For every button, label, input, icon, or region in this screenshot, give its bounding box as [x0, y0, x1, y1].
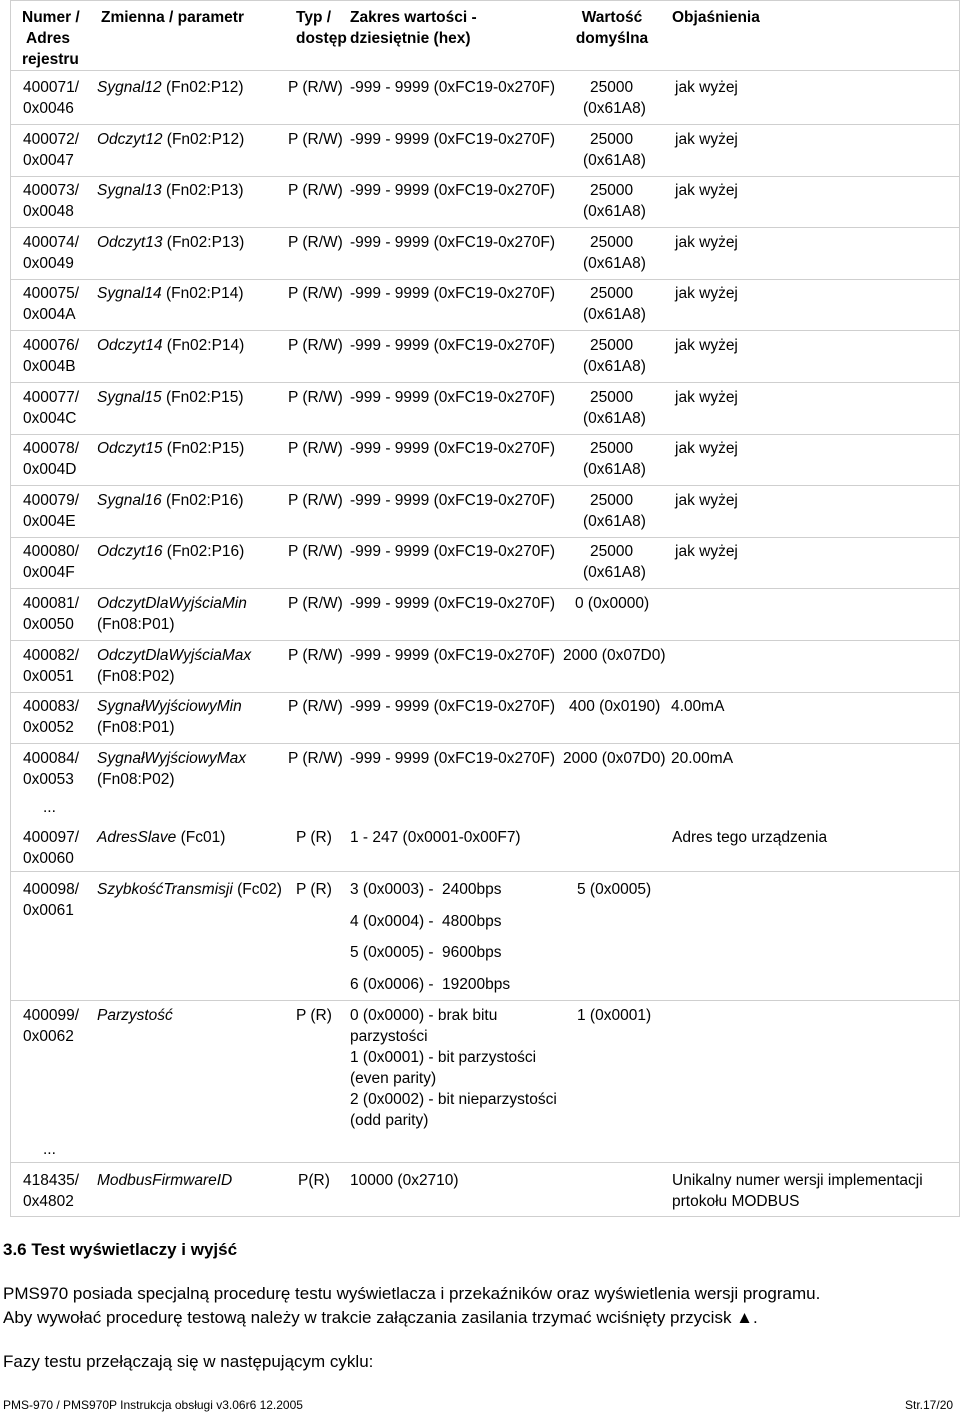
value-range: -999 - 9999 (0xFC19-0x270F)	[350, 233, 556, 251]
section-paragraph-3: Fazy testu przełączają się w następującym cyklu:	[3, 1352, 374, 1371]
access-type: P (R/W)	[288, 440, 343, 458]
row-divider	[10, 588, 960, 589]
table-border-top	[10, 0, 960, 1]
parameter-name	[97, 748, 246, 769]
parity-option-code: (odd parity)	[350, 1112, 429, 1129]
baud-option-code: 5 (0x0005) -	[350, 944, 434, 961]
parameter-code: (Fn02:P12)	[162, 130, 245, 148]
parameter-name	[97, 232, 244, 253]
value-range: -999 - 9999 (0xFC19-0x270F)	[350, 491, 556, 509]
register-number: 400071/	[23, 79, 80, 96]
header-type: Typ /	[296, 9, 332, 26]
register-number: 400099/	[23, 1007, 80, 1024]
parameter-code: (Fn02:P15)	[161, 388, 244, 406]
baud-option-rate: 9600bps	[442, 944, 502, 961]
register-number: 400077/	[23, 388, 80, 406]
register-number: 400078/	[23, 440, 80, 458]
parameter-variable: Odczyt13	[97, 233, 163, 251]
parameter-code: (Fn02:P15)	[162, 440, 245, 458]
notes: jak wyżej	[675, 233, 738, 251]
default-value: 25000	[590, 388, 634, 406]
register-address: 0x0049	[23, 254, 74, 272]
register-address: 0x004A	[23, 306, 76, 324]
baud-option-code: 3 (0x0003) -	[350, 881, 434, 898]
register-address: 0x0062	[23, 1028, 74, 1045]
parameter-code: (Fn08:P01)	[97, 719, 175, 737]
parameter-variable: SygnałWyjściowyMax	[97, 749, 247, 767]
parameter-code: (Fc02)	[232, 881, 282, 898]
notes: jak wyżej	[675, 182, 738, 200]
notes: jak wyżej	[675, 130, 738, 148]
default-value: 25000	[590, 543, 634, 561]
parity-option-code: (even parity)	[350, 1070, 437, 1087]
parameter-code: (Fc01)	[176, 829, 226, 846]
parameter-code: (Fn02:P13)	[161, 182, 244, 200]
default-value: 25000	[590, 337, 634, 354]
register-number: 400082/	[23, 646, 80, 664]
notes: jak wyżej	[675, 440, 738, 458]
value-range: 1 - 247 (0x0001-0x00F7)	[350, 829, 521, 846]
access-type: P (R)	[296, 829, 332, 846]
access-type: P (R/W)	[288, 595, 343, 612]
parameter-name	[97, 180, 244, 201]
default-value-hex: (0x61A8)	[583, 461, 646, 479]
footer-left: PMS-970 / PMS970P Instrukcja obsługi v3.06r6 12.2005	[3, 1398, 303, 1412]
notes: jak wyżej	[675, 79, 738, 96]
value-range: -999 - 9999 (0xFC19-0x270F)	[350, 440, 556, 458]
register-number: 400075/	[23, 285, 80, 303]
notes: prtokołu MODBUS	[672, 1193, 800, 1210]
parameter-variable: Sygnal14	[97, 285, 162, 303]
default-value: 25000	[590, 233, 634, 251]
register-address: 0x0051	[23, 667, 74, 685]
register-address: 0x0046	[23, 100, 74, 117]
notes: jak wyżej	[675, 337, 738, 354]
register-address: 0x004E	[23, 512, 76, 530]
parameter-name	[97, 593, 247, 614]
baud-option-rate: 4800bps	[442, 912, 502, 930]
access-type: P (R)	[296, 1007, 332, 1024]
section-title: 3.6 Test wyświetlaczy i wyjść	[3, 1240, 238, 1259]
notes: 4.00mA	[671, 698, 725, 716]
parity-option-desc: - bit parzystości	[424, 1049, 537, 1066]
parity-option-code: parzystości	[350, 1028, 428, 1045]
value-range: 10000 (0x2710)	[350, 1172, 459, 1189]
parameter-code: (Fn08:P01)	[97, 616, 175, 633]
header-default: domyślna	[575, 30, 649, 47]
register-address: 0x0047	[23, 151, 74, 169]
ellipsis: ...	[43, 799, 56, 816]
default-value: 25000	[590, 182, 634, 200]
row-divider	[10, 124, 960, 125]
parameter-variable: Sygnal12	[97, 79, 162, 96]
header-range: dziesiętnie (hex)	[350, 30, 471, 47]
header-notes: Objaśnienia	[672, 9, 760, 26]
parameter-code: (Fn08:P02)	[97, 770, 175, 788]
register-number: 400076/	[23, 337, 80, 354]
parameter-variable: SzybkośćTransmisji	[97, 881, 233, 898]
access-type: P (R/W)	[288, 182, 343, 200]
value-range: -999 - 9999 (0xFC19-0x270F)	[350, 130, 556, 148]
parameter-variable: OdczytDlaWyjściaMax	[97, 646, 252, 664]
register-address: 0x004C	[23, 409, 77, 427]
row-divider	[10, 176, 960, 177]
register-number: 400098/	[23, 881, 80, 898]
footer-page-number: Str.17/20	[905, 1398, 954, 1412]
register-address: 0x004D	[23, 461, 77, 479]
parity-option-code: 0 (0x0000)	[350, 1007, 425, 1024]
parameter-code: (Fn08:P02)	[97, 667, 175, 685]
row-divider	[10, 70, 960, 71]
default-value: 25000	[590, 440, 634, 458]
parameter-variable: Sygnal16	[97, 491, 162, 509]
baud-option-code: 4 (0x0004) -	[350, 912, 434, 930]
register-address: 0x0050	[23, 616, 74, 633]
notes: Unikalny numer wersji implementacji	[672, 1172, 923, 1189]
parameter-code: (Fn02:P14)	[161, 285, 244, 303]
parameter-name	[97, 696, 242, 717]
header-parameter: Zmienna / parametr	[101, 9, 244, 26]
parameter-variable: Odczyt16	[97, 543, 163, 561]
register-address: 0x0053	[23, 770, 74, 788]
default-value: 5 (0x0005)	[577, 881, 652, 898]
parity-option	[350, 1026, 428, 1047]
default-value-hex: (0x61A8)	[583, 203, 646, 221]
value-range: -999 - 9999 (0xFC19-0x270F)	[350, 79, 556, 96]
parity-option-code: 2 (0x0002)	[350, 1091, 425, 1108]
parity-option	[350, 1068, 436, 1089]
register-number: 400072/	[23, 130, 80, 148]
table-border-left	[10, 0, 11, 1217]
parameter-code: (Fn02:P14)	[162, 337, 245, 354]
access-type: P (R/W)	[288, 337, 343, 354]
parameter-name	[97, 645, 251, 666]
value-range: -999 - 9999 (0xFC19-0x270F)	[350, 337, 556, 354]
row-divider	[10, 485, 960, 486]
parameter-name	[97, 490, 244, 511]
default-value-hex: (0x61A8)	[583, 358, 646, 375]
access-type: P (R/W)	[288, 491, 343, 509]
row-divider	[10, 640, 960, 641]
baud-option-rate: 2400bps	[442, 881, 502, 898]
row-divider	[10, 279, 960, 280]
default-value-hex: (0x61A8)	[583, 512, 646, 530]
access-type: P (R/W)	[288, 749, 343, 767]
default-value-hex: (0x61A8)	[583, 100, 646, 117]
default-value: 1 (0x0001)	[577, 1007, 652, 1024]
default-value: 400 (0x0190)	[569, 698, 661, 716]
parity-option	[350, 1089, 557, 1110]
default-value: 25000	[590, 79, 634, 96]
register-address: 0x4802	[23, 1193, 74, 1210]
parameter-code: (Fn02:P13)	[162, 233, 245, 251]
access-type: P (R/W)	[288, 543, 343, 561]
default-value: 25000	[590, 491, 634, 509]
parameter-name	[97, 879, 282, 900]
parameter-variable: Odczyt14	[97, 337, 163, 354]
row-divider	[10, 330, 960, 331]
register-number: 400081/	[23, 595, 80, 612]
parity-option-desc: - bit nieparzystości	[424, 1091, 557, 1108]
default-value: 2000 (0x07D0)	[563, 646, 666, 664]
section-paragraph-1: PMS970 posiada specjalną procedurę testu wyświetlacza i przekaźników oraz wyświetlenia wersji programu.	[3, 1284, 821, 1303]
parameter-variable: Odczyt15	[97, 440, 163, 458]
parameter-variable: Odczyt12	[97, 130, 163, 148]
row-divider	[10, 871, 960, 872]
parity-option-code: 1 (0x0001)	[350, 1049, 425, 1066]
access-type: P (R/W)	[288, 698, 343, 716]
register-address: 0x0060	[23, 850, 74, 867]
default-value-hex: (0x61A8)	[583, 409, 646, 427]
row-divider	[10, 227, 960, 228]
notes: Adres tego urządzenia	[672, 829, 828, 846]
value-range: -999 - 9999 (0xFC19-0x270F)	[350, 595, 556, 612]
parameter-code: (Fn02:P16)	[162, 543, 245, 561]
value-range: -999 - 9999 (0xFC19-0x270F)	[350, 285, 556, 303]
access-type: P (R/W)	[288, 233, 343, 251]
register-number: 400074/	[23, 233, 80, 251]
row-divider	[10, 1000, 960, 1001]
parameter-name	[97, 129, 244, 150]
value-range: -999 - 9999 (0xFC19-0x270F)	[350, 388, 556, 406]
access-type: P (R/W)	[288, 79, 343, 96]
register-number: 418435/	[23, 1172, 80, 1189]
parameter-name	[97, 387, 244, 408]
register-number: 400084/	[23, 749, 80, 767]
register-address: 0x0061	[23, 902, 74, 919]
parameter-name	[97, 335, 244, 356]
parity-option	[350, 1110, 428, 1131]
register-address: 0x004F	[23, 564, 75, 582]
baud-option-code: 6 (0x0006) -	[350, 975, 434, 993]
section-paragraph-2: Aby wywołać procedurę testową należy w trakcie załączania zasilania trzymać wciśnięty przycisk ▲.	[3, 1308, 758, 1327]
row-divider	[10, 537, 960, 538]
parameter-variable: Sygnal13	[97, 182, 162, 200]
access-type: P (R)	[296, 881, 332, 898]
header-default: Wartość	[581, 9, 643, 26]
parity-option	[350, 1047, 536, 1068]
row-divider	[10, 434, 960, 435]
parameter-code: (Fn02:P16)	[161, 491, 244, 509]
parameter-name: ModbusFirmwareID	[97, 1172, 233, 1189]
default-value: 25000	[590, 130, 634, 148]
header-range: Zakres wartości -	[350, 9, 477, 26]
row-divider	[10, 743, 960, 744]
default-value: 0 (0x0000)	[575, 595, 650, 612]
default-value: 25000	[590, 285, 634, 303]
notes: jak wyżej	[675, 388, 738, 406]
parameter-name	[97, 283, 244, 304]
parameter-name	[97, 827, 225, 848]
row-divider	[10, 1162, 960, 1163]
row-divider	[10, 382, 960, 383]
ellipsis: ...	[43, 1141, 56, 1158]
notes: jak wyżej	[675, 491, 738, 509]
register-number: 400097/	[23, 829, 80, 846]
baud-option-rate: 19200bps	[442, 975, 511, 993]
parameter-name	[97, 438, 244, 459]
access-type: P (R/W)	[288, 388, 343, 406]
parameter-variable: AdresSlave	[97, 829, 177, 846]
register-number: 400080/	[23, 543, 80, 561]
access-type: P (R/W)	[288, 130, 343, 148]
header-register: rejestru	[22, 51, 79, 68]
default-value-hex: (0x61A8)	[583, 306, 646, 324]
access-type: P(R)	[298, 1172, 330, 1189]
parity-option	[350, 1005, 497, 1026]
parameter-name	[97, 541, 244, 562]
parameter-variable: Sygnal15	[97, 388, 162, 406]
register-number: 400079/	[23, 491, 80, 509]
parameter-name: Parzystość	[97, 1007, 173, 1024]
parameter-variable: OdczytDlaWyjściaMin	[97, 595, 247, 612]
value-range: -999 - 9999 (0xFC19-0x270F)	[350, 646, 556, 664]
header-register: Adres	[26, 30, 70, 47]
access-type: P (R/W)	[288, 646, 343, 664]
default-value-hex: (0x61A8)	[583, 564, 646, 582]
register-address: 0x0052	[23, 719, 74, 737]
register-address: 0x0048	[23, 203, 74, 221]
parameter-code: (Fn02:P12)	[161, 79, 244, 96]
parameter-name	[97, 77, 244, 98]
header-type: dostęp	[296, 30, 347, 47]
notes: 20.00mA	[671, 749, 734, 767]
notes: jak wyżej	[675, 543, 738, 561]
table-border-bottom	[10, 1216, 960, 1217]
row-divider	[10, 692, 960, 693]
register-number: 400083/	[23, 698, 80, 716]
value-range: -999 - 9999 (0xFC19-0x270F)	[350, 543, 556, 561]
value-range: -999 - 9999 (0xFC19-0x270F)	[350, 749, 556, 767]
parity-option-desc: - brak bitu	[424, 1007, 498, 1024]
access-type: P (R/W)	[288, 285, 343, 303]
parameter-variable: SygnałWyjściowyMin	[97, 698, 242, 716]
default-value: 2000 (0x07D0)	[563, 749, 666, 767]
value-range: -999 - 9999 (0xFC19-0x270F)	[350, 698, 556, 716]
notes: jak wyżej	[675, 285, 738, 303]
default-value-hex: (0x61A8)	[583, 254, 646, 272]
register-number: 400073/	[23, 182, 80, 200]
default-value-hex: (0x61A8)	[583, 151, 646, 169]
register-address: 0x004B	[23, 358, 76, 375]
value-range: -999 - 9999 (0xFC19-0x270F)	[350, 182, 556, 200]
header-register: Numer /	[22, 9, 80, 26]
